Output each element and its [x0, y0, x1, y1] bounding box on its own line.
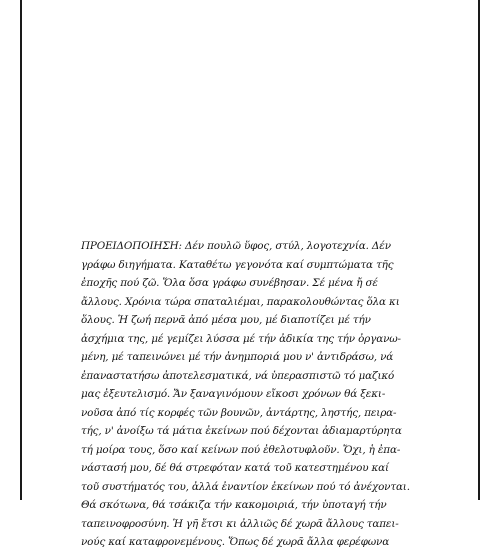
text-line-14: τοῦ συστήματός του, ἀλλά ἐναντίον ἐκείνων πού τό ἀνέχονται.: [81, 480, 410, 493]
text-line-9: μας ἐξευτελισμό. Ἄν ξαναγινόμουν εἴκοσι χρόνων θά ξεκι-: [81, 388, 386, 400]
text-line-3: ἐποχῆς πού ζῶ. Ὅλα ὅσα γράφω συνέβησαν. Σέ μένα ἤ σέ: [81, 277, 378, 289]
text-line-2: γράφω διηγήματα. Καταθέτω γεγονότα καί συμπτώματα τῆς: [81, 258, 394, 271]
text-line-11: τής, ν' ἀνοίξω τά μάτια ἐκείνων πού δέχονται ἀδιαμαρτύρητα: [81, 425, 402, 437]
text-line-16: ταπεινοφροσύνη. Ἡ γῆ ἔτσι κι ἀλλιῶς δέ χωρᾶ ἄλλους ταπει-: [81, 517, 399, 530]
text-line-5: ὅλους. Ἡ ζωή περνᾶ ἀπό μέσα μου, μέ διαποτίζει μέ τήν: [81, 314, 371, 326]
text-line-15: Θά σκότωνα, θά τσάκιζα τήν κακομοιριά, τήν ὑποταγή τήν: [81, 499, 387, 511]
text-line-1: ΠΡΟΕΙΔΟΠΟΙΗΣΗ: Δέν πουλῶ ὕφος, στύλ, λογοτεχνία. Δέν: [81, 240, 391, 252]
text-line-13: νάστασή μου, δέ θά στρεφόταν κατά τοῦ κατεστημένου καί: [81, 462, 389, 474]
text-line-6: ἀσχήμια της, μέ γεμίζει λύσσα μέ τήν ἀδικία της τήν ὀργανω-: [81, 332, 401, 345]
right-margin-line: [478, 0, 480, 500]
text-line-10: νοῦσα ἀπό τίς κορφές τῶν βουνῶν, ἀντάρτης, ληστής, πειρα-: [81, 406, 397, 419]
text-line-4: ἄλλους. Χρόνια τώρα σπαταλιέμαι, παρακολουθώντας ὅλα κι: [81, 295, 400, 308]
left-margin-line: [20, 0, 22, 500]
text-line-12: τή μοίρα τους, ὅσο καί κείνων πού ἐθελοτυφλοῦν. Ὄχι, ἡ ἐπα-: [81, 443, 401, 456]
text-line-17: νούς καί καταφρονεμένους. Ὅπως δέ χωρᾶ ἄλλα φερέφωνα: [81, 536, 390, 548]
text-line-7: μένη, μέ ταπεινώνει μέ τήν ἀνημποριά μου ν' ἀντιδράσω, νά: [81, 351, 394, 363]
preface-warning-text: [81, 237, 469, 552]
text-line-8: ἐπαναστατήσω ἀποτελεσματικά, νά ὑπερασπιστῶ τό μαζικό: [81, 369, 395, 382]
